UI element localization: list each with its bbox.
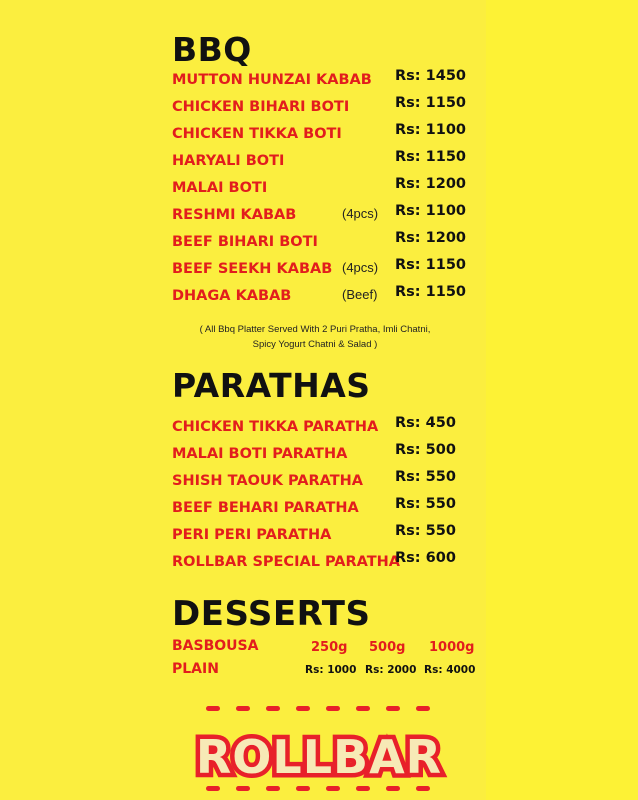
menu-item-note: (4pcs) <box>342 260 379 275</box>
menu-item-note: (Beef) <box>342 287 378 302</box>
menu-item-name: MUTTON HUNZAI KABAB <box>172 72 372 88</box>
menu-item-price: Rs: 550 <box>395 496 456 512</box>
menu-item-name: CHICKEN BIHARI BOTI <box>172 99 350 115</box>
menu-item-price: Rs: 1100 <box>395 203 466 219</box>
menu-item-row <box>0 257 638 283</box>
menu-item-name: PERI PERI PARATHA <box>172 527 332 543</box>
menu-item-name: MALAI BOTI PARATHA <box>172 446 348 462</box>
footnote-line: Spicy Yogurt Chatni & Salad ) <box>252 339 378 350</box>
dessert-price: Rs: 2000 <box>365 664 417 676</box>
menu-item-row <box>0 523 638 549</box>
dessert-size-label: 500g <box>369 640 406 655</box>
bbq-section-title: BBQ <box>172 30 252 69</box>
menu-item-name: CHICKEN TIKKA BOTI <box>172 126 342 142</box>
menu-item-price: Rs: 500 <box>395 442 456 458</box>
menu-item-name: SHISH TAOUK PARATHA <box>172 473 363 489</box>
menu-item-row <box>0 550 638 576</box>
parathas-section-title: PARATHAS <box>172 366 371 405</box>
rollbar-logo <box>188 702 450 796</box>
menu-item-price: Rs: 550 <box>395 469 456 485</box>
menu-item-price: Rs: 1150 <box>395 257 466 273</box>
dessert-item-name: BASBOUSA <box>172 638 259 654</box>
dessert-price: Rs: 4000 <box>424 664 476 676</box>
menu-item-price: Rs: 450 <box>395 415 456 431</box>
menu-item-name: BEEF BEHARI PARATHA <box>172 500 359 516</box>
menu-item-price: Rs: 1200 <box>395 176 466 192</box>
menu-item-row <box>0 442 638 468</box>
menu-item-price: Rs: 600 <box>395 550 456 566</box>
menu-item-name: BEEF SEEKH KABAB <box>172 261 333 277</box>
menu-item-row <box>0 415 638 441</box>
menu-item-note: (4pcs) <box>342 206 379 221</box>
menu-item-row <box>0 95 638 121</box>
desserts-section-title: DESSERTS <box>172 594 371 634</box>
menu-item-name: RESHMI KABAB <box>172 207 297 223</box>
menu-item-row <box>0 122 638 148</box>
menu-item-price: Rs: 1450 <box>395 68 466 84</box>
menu-item-row <box>0 496 638 522</box>
dessert-item-variant: PLAIN <box>172 661 219 677</box>
menu-item-name: ROLLBAR SPECIAL PARATHA <box>172 554 401 570</box>
menu-item-price: Rs: 1100 <box>395 122 466 138</box>
dessert-price: Rs: 1000 <box>305 664 357 676</box>
menu-item-name: CHICKEN TIKKA PARATHA <box>172 419 379 435</box>
footnote-line: ( All Bbq Platter Served With 2 Puri Pratha, Imli Chatni, <box>199 324 431 335</box>
menu-item-price: Rs: 550 <box>395 523 456 539</box>
menu-item-name: MALAI BOTI <box>172 180 268 196</box>
menu-item-row <box>0 203 638 229</box>
menu-item-price: Rs: 1150 <box>395 284 466 300</box>
menu-item-name: BEEF BIHARI BOTI <box>172 234 318 250</box>
menu-item-price: Rs: 1200 <box>395 230 466 246</box>
logo-wordmark: ROLLBAR <box>195 730 443 784</box>
menu-item-row <box>0 68 638 94</box>
menu-item-name: DHAGA KABAB <box>172 288 292 304</box>
menu-item-row <box>0 230 638 256</box>
menu-item-row <box>0 176 638 202</box>
bbq-platter-footnote <box>172 322 458 352</box>
menu-item-row <box>0 469 638 495</box>
menu-item-row <box>0 149 638 175</box>
menu-item-name: HARYALI BOTI <box>172 153 285 169</box>
menu-item-price: Rs: 1150 <box>395 149 466 165</box>
dessert-size-label: 250g <box>311 640 348 655</box>
menu-item-row <box>0 284 638 310</box>
dessert-size-label: 1000g <box>429 640 475 655</box>
menu-item-price: Rs: 1150 <box>395 95 466 111</box>
